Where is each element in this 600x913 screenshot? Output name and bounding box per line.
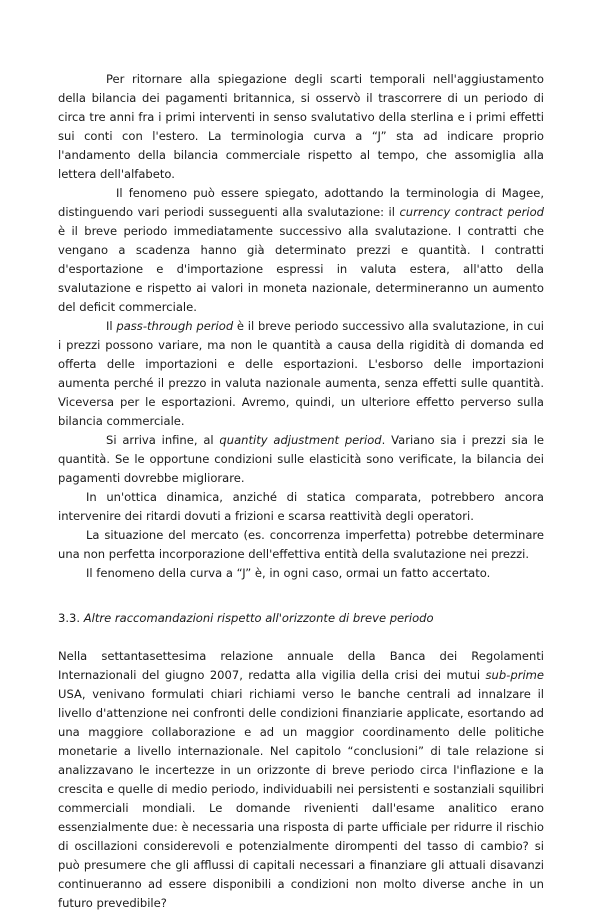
paragraph-magee-periods — [58, 184, 544, 317]
paragraph-text: Si arriva infine, al — [106, 433, 220, 447]
section-number: 3.3. — [58, 611, 81, 625]
paragraph-bri-report — [58, 647, 544, 913]
paragraph-text: . Variano sia i prezzi sia le quantità. Se le opportune condizioni sulle elasticità sono verificate, la bilancia dei pagamenti dovrebbe migliorare. — [58, 433, 545, 485]
paragraph-text: Per ritornare alla spiegazione degli scarti temporali nell'aggiustamento della bilancia dei pagamenti britannica, si osservò il trascorrere di un periodo di circa tre anni fra i primi interventi in senso svalutativo della sterlina e i primi effetti sui conti con l'estero. La terminologia curva a “J” sta ad indicare proprio l'andamento della bilancia commerciale rispetto al tempo, che assomiglia alla lettera dell'alfabeto. — [58, 72, 544, 181]
term-currency-contract-period: currency contract period — [399, 205, 544, 219]
paragraph-text: Nella settantasettesima relazione annuale della Banca dei Regolamenti Internazionali del giugno 2007, redatta alla vigilia della crisi dei mutui — [58, 649, 544, 682]
paragraph-text: In un'ottica dinamica, anziché di statica comparata, potrebbero ancora intervenire dei ritardi dovuti a frizioni e scarsa reattività degli operatori. — [58, 490, 544, 523]
section-heading — [58, 609, 544, 628]
term-quantity-adjustment-period: quantity adjustment period — [219, 433, 382, 447]
paragraph-text: La situazione del mercato (es. concorrenza imperfetta) potrebbe determinare una non perfetta incorporazione dell'effettiva entità della svalutazione nei prezzi. — [58, 528, 544, 561]
paragraph-dynamic-view — [58, 488, 544, 526]
term-pass-through-period: pass-through period — [116, 319, 234, 333]
paragraph-text: USA, venivano formulati chiari richiami verso le banche centrali ad innalzare il livello d'attenzione nei confronti delle condizioni finanziarie applicate, esortando ad una maggiore collaborazione e ad un maggior coordinamento delle politiche monetarie a livello internazionale. Nel capitolo “conclusioni” di tale relazione si analizzavano le incertezze in un orizzonte di breve periodo circa l'inflazione e la crescita e quelle di medio periodo, individuabili nei persistenti e sostanziali squilibri commerciali mondiali. Le domande rivenienti dall'esame analitico erano essenzialmente due: è necessaria una risposta di parte ufficiale per ridurre il rischio di oscillazioni considerevoli e potenzialmente dirompenti del tasso di cambio? si può presumere che gli afflussi di capitali necessari a finanziare gli attuali disavanzi continueranno ad essere disponibili a condizioni non molto diverse anche in un futuro prevedibile? — [58, 687, 544, 910]
paragraph-quantity-adjustment — [58, 431, 544, 488]
section-title: Altre raccomandazioni rispetto all'orizzonte di breve periodo — [83, 611, 434, 625]
paragraph-text: è il breve periodo successivo alla svalutazione, in cui i prezzi possono variare, ma non le quantità a causa della rigidità di domanda ed offerta delle importazioni e delle esportazioni. L'esborso delle importazioni aumenta perché il prezzo in valuta nazionale aumenta, senza effetti sulle quantità. Viceversa per le esportazioni. Avremo, quindi, un ulteriore effetto perverso sulla bilancia commerciale. — [58, 319, 544, 428]
paragraph-j-curve-intro — [58, 70, 544, 184]
paragraph-text: è il breve periodo immediatamente successivo alla svalutazione. I contratti che vengano a scadenza hanno già determinato prezzi e quantità. I contratti d'esportazione e d'importazione espressi in valuta estera, all'atto della svalutazione e rispetto ai valori in moneta nazionale, determineranno un aumento del deficit commerciale. — [58, 224, 544, 314]
paragraph-text: Il fenomeno della curva a “J” è, in ogni caso, ormai un fatto accertato. — [86, 566, 491, 580]
document-page — [58, 70, 544, 913]
paragraph-text: Il — [106, 319, 117, 333]
paragraph-text: Il fenomeno può essere spiegato, adottando la terminologia di Magee, distinguendo vari periodi susseguenti alla svalutazione: il — [58, 186, 544, 219]
paragraph-pass-through — [58, 317, 544, 431]
paragraph-market-situation — [58, 526, 544, 564]
paragraph-j-curve-conclusion — [58, 564, 544, 583]
term-sub-prime: sub-prime — [485, 668, 544, 682]
